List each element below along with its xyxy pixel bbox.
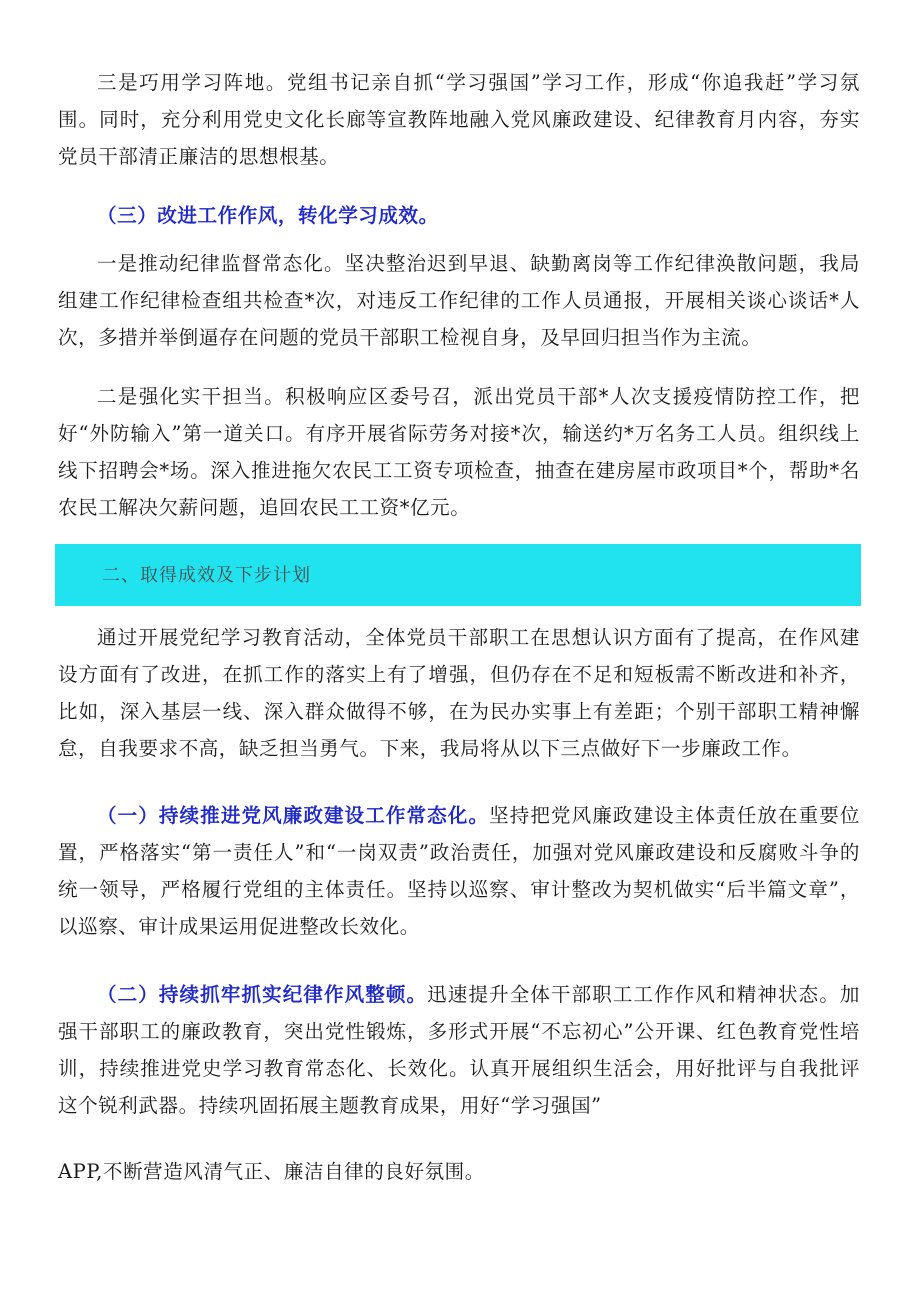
paragraph-plan-two-tail: APP,不断营造风清气正、廉洁自律的良好氛围。 <box>58 1160 485 1183</box>
plan-one-body: 坚持把党风廉政建设主体责任放在重要位置，严格落实“第一责任人”和“一岗双责”政治责任，加强对党风廉政建设和反腐败斗争的统一领导，严格履行党组的主体责任。坚持以巡察、审计整改为契机做实“后半篇文章”，以巡察、审计成果运用促进整改长效化。 <box>58 804 860 938</box>
paragraph-plan-two <box>58 976 860 1124</box>
subheading-improve-work-style: （三）改进工作作风，转化学习成效。 <box>97 204 439 227</box>
plan-two-body: 迅速提升全体干部职工工作作风和精神状态。加强干部职工的廉政教育，突出党性锻炼，多形式开展“不忘初心”公开课、红色教育党性培训，持续推进党史学习教育常态化、长效化。认真开展组织生活会，用好批评与自我批评这个锐利武器。持续巩固拓展主题教育成果，用好“学习强国” <box>58 983 860 1117</box>
paragraph-results-summary <box>58 619 860 767</box>
paragraph-practical-responsibility: 二是强化实干担当。积极响应区委号召，派出党员干部*人次支援疫情防控工作，把好“外防输入”第一道关口。有序开展省际劳务对接*次，输送约*万名务工人员。组织线上线下招聘会*场。深入推进拖欠农民工工资专项检查，抽查在建房屋市政项目*个，帮助*名农民工解决欠薪问题，追回农民工工资*亿元。 <box>58 385 860 519</box>
section-title-results-and-plan: 二、取得成效及下步计划 <box>102 565 311 586</box>
paragraph-discipline-supervision: 一是推动纪律监督常态化。坚决整治迟到早退、缺勤离岗等工作纪律涣散问题，我局组建工作纪律检查组共检查*次，对违反工作纪律的工作人员通报，开展相关谈心谈话*人次，多措并举倒逼存在问题的党员干部职工检视自身，及早回归担当作为主流。 <box>58 252 860 349</box>
paragraph-learning-positions: 三是巧用学习阵地。党组书记亲自抓“学习强国”学习工作，形成“你追我赶”学习氛围。同时，充分利用党史文化长廊等宣教阵地融入党风廉政建设、纪律教育月内容，夯实党员干部清正廉洁的思想根基。 <box>58 71 860 168</box>
results-summary-text: 通过开展党纪学习教育活动，全体党员干部职工在思想认识方面有了提高，在作风建设方面有了改进，在抓工作的落实上有了增强，但仍存在不足和短板需不断改进和补齐，比如，深入基层一线、深入群众做得不够，在为民办实事上有差距；个别干部职工精神懈怠，自我要求不高，缺乏担当勇气。下来，我局将从以下三点做好下一步廉政工作。 <box>58 626 860 760</box>
plan-one-heading: （一）持续推进党风廉政建设工作常态化。 <box>97 804 490 827</box>
paragraph-plan-one <box>58 797 860 945</box>
plan-two-heading: （二）持续抓牢抓实纪律作风整顿。 <box>97 983 428 1006</box>
